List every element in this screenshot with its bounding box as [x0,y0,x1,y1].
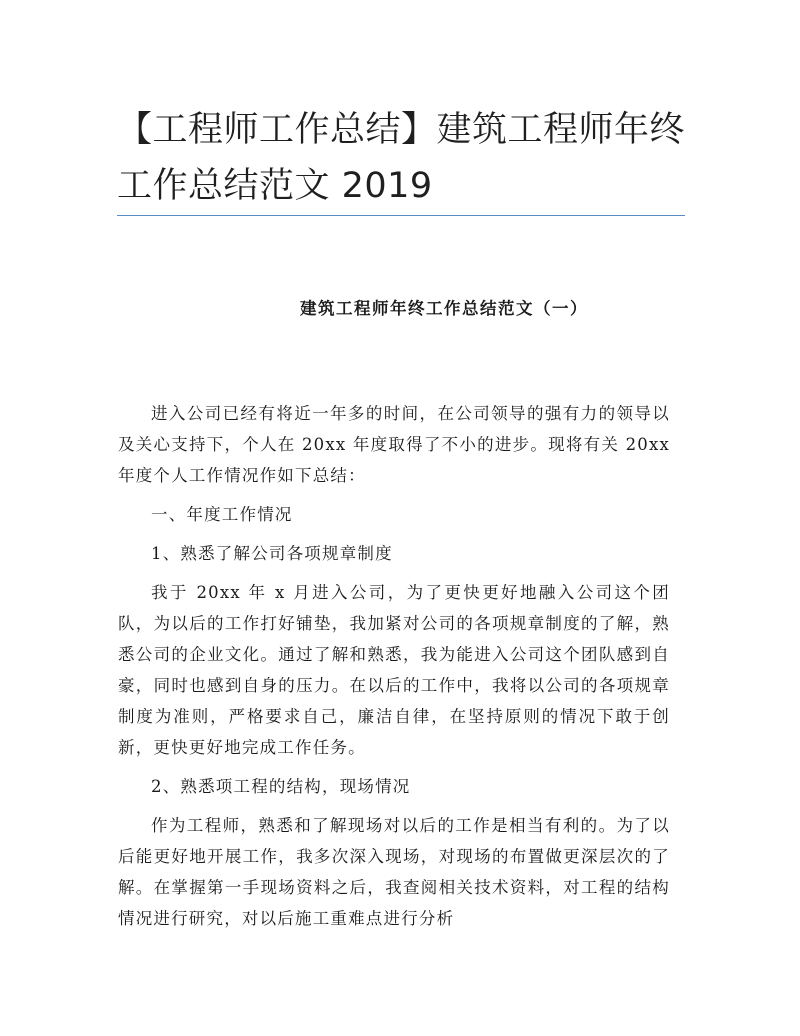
heading-annual-work: 一、年度工作情况 [151,505,293,524]
section-subtitle: 建筑工程师年终工作总结范文（一） [300,299,588,318]
paragraph-rules: 我于 20xx 年 x 月进入公司，为了更快更好地融入公司这个团队，为以后的工作打好铺垫，我加紧对公司的各项规章制度的了解，熟悉公司的企业文化。通过了解和熟悉，我为能进入公司这个团队感到自豪，同时也感到自身的压力。在以后的工作中，我将以公司的各项规章制度为准则，严格要求自己，廉洁自律，在坚持原则的情况下敢于创新，更快更好地完成工作任务。 [118,583,670,757]
document-title [117,102,697,214]
document-title-line-2: 工作总结范文 2019 [117,166,433,206]
title-divider [117,215,685,216]
paragraph-site: 作为工程师，熟悉和了解现场对以后的工作是相当有利的。为了以后能更好地开展工作，我多次深入现场，对现场的布置做更深层次的了解。在掌握第一手现场资料之后，我查阅相关技术资料，对工程的结构情况进行研究，对以后施工重难点进行分析 [118,816,670,928]
paragraph-intro: 进入公司已经有将近一年多的时间，在公司领导的强有力的领导以及关心支持下，个人在 20xx 年度取得了不小的进步。现将有关 20xx 年度个人工作情况作如下总结： [118,404,670,485]
heading-rules: 1、熟悉了解公司各项规章制度 [151,544,393,563]
document-body [118,398,670,942]
heading-site: 2、熟悉项工程的结构，现场情况 [151,777,411,796]
document-title-line-1: 【工程师工作总结】建筑工程师年终 [117,110,686,150]
